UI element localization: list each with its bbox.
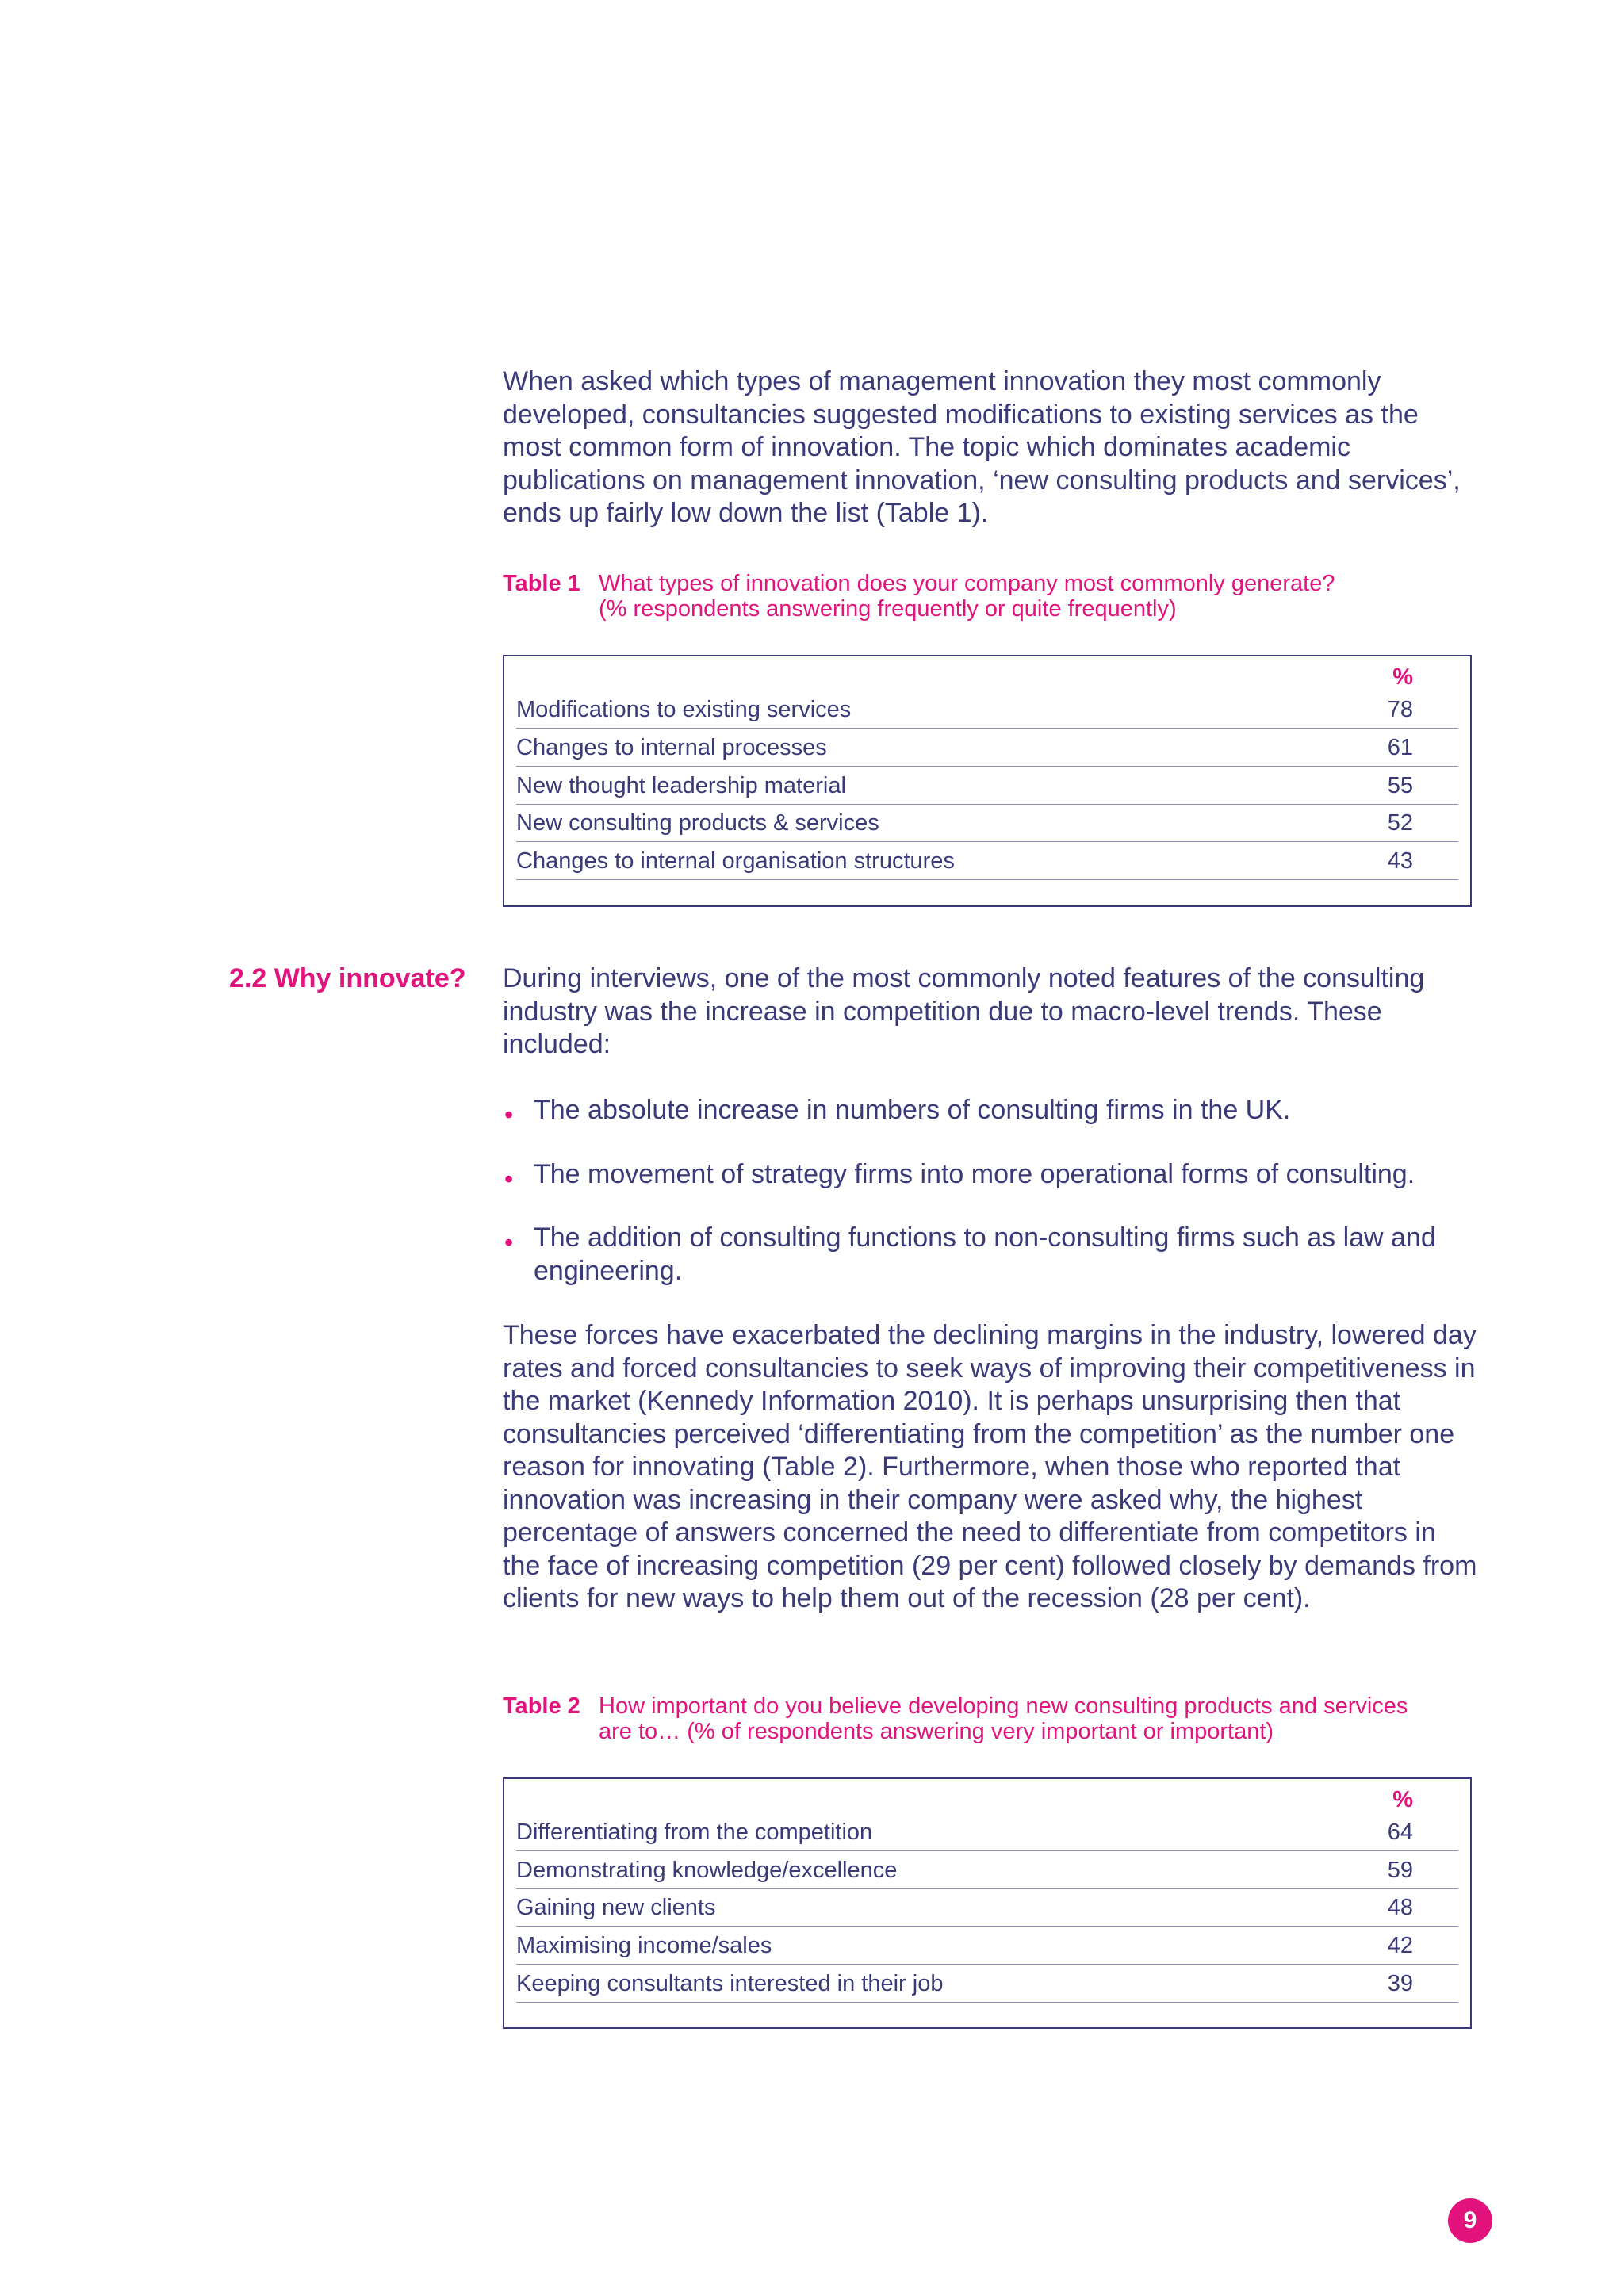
table1-row [516,843,1458,880]
table1-row-label: New consulting products & services [516,810,879,836]
bullet-text: The movement of strategy firms into more operational forms of consulting. [534,1159,1415,1189]
table2-row-value: 59 [1387,1858,1413,1883]
table2-caption-line1: How important do you believe developing new consulting products and services [599,1693,1408,1719]
table2-row-value: 42 [1387,1933,1413,1958]
bullet-text: The addition of consulting functions to non-consulting firms such as law and engineering. [534,1223,1436,1286]
table1-row-value: 43 [1387,848,1413,874]
page-number: 9 [1448,2198,1492,2243]
table2-row-value: 39 [1387,1971,1413,1996]
bullet-item [503,1222,1478,1288]
table1-label: Table 1 [503,571,580,596]
table1-row-label: Changes to internal organisation structures [516,848,955,874]
bullet-icon: • [504,1165,514,1193]
table1-row [516,767,1458,805]
table1 [503,655,1472,907]
table2-row [516,1852,1458,1889]
table2 [503,1777,1472,2029]
table2-row-value: 48 [1387,1895,1413,1920]
section-paragraph-1: During interviews, one of the most commonly noted features of the consulting industry was the increase in competition due to macro-level trends. These included: [503,963,1425,1059]
bullet-item [503,1158,1478,1192]
table1-caption-line2: (% respondents answering frequently or quite frequently) [599,596,1177,622]
table2-row [516,1927,1458,1965]
table1-row-value: 61 [1387,735,1413,760]
bullet-text: The absolute increase in numbers of consulting firms in the UK. [534,1095,1291,1125]
table1-row [516,691,1458,729]
table1-row-label: Changes to internal processes [516,735,827,760]
table1-row-value: 78 [1387,697,1413,722]
table1-row-label: New thought leadership material [516,773,846,798]
table2-label: Table 2 [503,1693,580,1719]
table2-row-label: Maximising income/sales [516,1933,772,1958]
table2-row-label: Keeping consultants interested in their job [516,1971,944,1996]
table2-row-label: Differentiating from the competition [516,1820,873,1845]
table2-row-value: 64 [1387,1820,1413,1845]
table2-row-label: Gaining new clients [516,1895,716,1920]
table2-row [516,1814,1458,1851]
table2-row-label: Demonstrating knowledge/excellence [516,1858,898,1883]
table1-row [516,805,1458,842]
table2-column-header: % [1392,1787,1413,1812]
section-paragraph-2: These forces have exacerbated the declining margins in the industry, lowered day rates and forced consultancies to seek ways of improving their competitiveness in the market (Kennedy Information 2010). It is perhaps unsurprising then that consultancies perceived ‘differentiating from the competition’ as the number one reason for innovating (Table 2). Furthermore, when those who reported that innovation was increasing in their company were asked why, the highest percentage of answers concerned the need to differentiate from competitors in the face of increasing competition (29 per cent) followed closely by demands from clients for new ways to help them out of the recession (28 per cent). [503,1320,1477,1613]
table1-caption-line1: What types of innovation does your company most commonly generate? [599,571,1335,596]
table1-row-label: Modifications to existing services [516,697,852,722]
table1-row-value: 55 [1387,773,1413,798]
bullet-icon: • [504,1228,514,1257]
bullet-icon: • [504,1100,514,1129]
table1-column-header: % [1392,664,1413,690]
table2-caption-line2: are to… (% of respondents answering very important or important) [599,1719,1274,1744]
table2-row [516,1965,1458,2003]
table1-row [516,729,1458,767]
table2-caption [503,1693,1478,1744]
table2-row [516,1889,1458,1927]
table1-row-value: 52 [1387,810,1413,836]
intro-paragraph: When asked which types of management innovation they most commonly developed, consultancies suggested modifications to existing services as the most common form of innovation. The topic which dominates academic publications on management innovation, ‘new consulting products and services’, ends up fairly low down the list (Table 1). [503,366,1461,528]
bullet-item [503,1094,1478,1127]
table1-caption [503,571,1478,622]
section-heading: 2.2 Why innovate? [229,963,466,993]
